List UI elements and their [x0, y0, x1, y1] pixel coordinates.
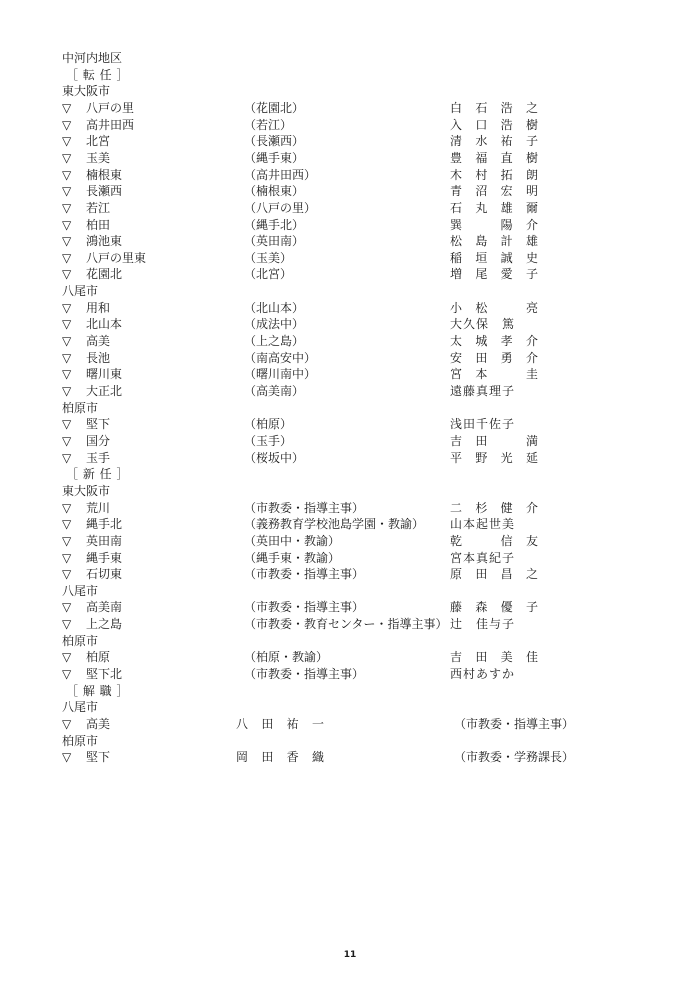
- personnel-row: [0, 250, 700, 267]
- school-name: 国分: [86, 433, 111, 448]
- triangle-marker: ▽: [62, 300, 72, 315]
- triangle-marker: ▽: [62, 250, 72, 265]
- previous-post: （市教委・指導主事）: [244, 667, 365, 682]
- school-name: 堅下: [86, 750, 111, 765]
- triangle-marker: ▽: [62, 367, 72, 382]
- school-name: 八戸の里: [86, 100, 135, 115]
- triangle-marker: ▽: [62, 184, 72, 199]
- school-name: 堅下北: [86, 667, 123, 682]
- person-name: 八 田 祐 一: [236, 717, 324, 731]
- previous-post: （長瀬西）: [244, 134, 305, 149]
- previous-post: （縄手北）: [244, 217, 305, 232]
- person-name: 小 松 亮: [450, 300, 538, 315]
- personnel-row: [0, 217, 700, 234]
- triangle-marker: ▽: [62, 600, 72, 615]
- triangle-marker: ▽: [62, 350, 72, 365]
- school-name: 用和: [86, 300, 111, 315]
- personnel-row: [0, 117, 700, 134]
- triangle-marker: ▽: [62, 517, 72, 532]
- personnel-row: [0, 566, 700, 583]
- page-number: 11: [343, 950, 357, 960]
- previous-post: （市教委・指導主事）: [244, 600, 365, 615]
- personnel-row: [0, 200, 700, 217]
- triangle-marker: ▽: [62, 167, 72, 182]
- personnel-row: [0, 450, 700, 467]
- school-name: 曙川東: [86, 367, 123, 382]
- personnel-row: [0, 516, 700, 533]
- school-name: 鴻池東: [86, 234, 123, 249]
- personnel-row: [0, 366, 700, 383]
- district-heading: [0, 733, 700, 750]
- triangle-marker: ▽: [62, 567, 72, 582]
- school-name: 高美: [86, 717, 111, 731]
- personnel-row: [0, 383, 700, 400]
- triangle-marker: ▽: [62, 134, 72, 149]
- previous-post: （英田中・教諭）: [244, 533, 341, 548]
- previous-post: （縄手東）: [244, 150, 305, 165]
- school-name: 高美: [86, 334, 111, 349]
- personnel-row: [0, 616, 700, 633]
- person-name: 宮 本 圭: [450, 367, 538, 382]
- school-name: 長池: [86, 350, 111, 365]
- triangle-marker: ▽: [62, 433, 72, 448]
- school-name: 大正北: [86, 384, 123, 398]
- person-name: 大久保 篤: [450, 317, 516, 332]
- previous-post: （玉手）: [244, 433, 293, 448]
- school-name: 縄手北: [86, 517, 123, 532]
- heading-text: 中河内地区: [62, 51, 123, 65]
- heading-text: 八尾市: [62, 284, 99, 299]
- triangle-marker: ▽: [62, 717, 72, 731]
- heading-text: 柏原市: [62, 733, 99, 748]
- person-name: 乾 信 友: [450, 533, 538, 548]
- person-name: 松 島 計 雄: [450, 234, 538, 249]
- personnel-row: [0, 100, 700, 117]
- person-name: 吉 田 満: [450, 433, 538, 448]
- school-name: 柏田: [86, 217, 111, 232]
- district-heading: [0, 699, 700, 716]
- previous-post: （八戸の里）: [244, 200, 317, 215]
- triangle-marker: ▽: [62, 150, 72, 165]
- section-label: ［ 新 任 ］: [66, 467, 129, 482]
- personnel-row: [0, 316, 700, 333]
- triangle-marker: ▽: [62, 650, 72, 665]
- person-name: 浅田千佐子: [450, 417, 516, 432]
- heading-text: 東大阪市: [62, 84, 111, 99]
- school-name: 高井田西: [86, 117, 135, 132]
- previous-post: （曙川南中）: [244, 367, 317, 382]
- triangle-marker: ▽: [62, 750, 72, 765]
- personnel-row: [0, 533, 700, 550]
- triangle-marker: ▽: [62, 200, 72, 215]
- previous-post: （楠根東）: [244, 184, 305, 199]
- district-heading: [0, 583, 700, 600]
- triangle-marker: ▽: [62, 667, 72, 682]
- personnel-row: [0, 350, 700, 367]
- person-name: 青 沼 宏 明: [450, 184, 538, 199]
- personnel-row: [0, 266, 700, 283]
- school-name: 長瀬西: [86, 184, 123, 199]
- school-name: 荒川: [86, 500, 111, 515]
- previous-post: （成法中）: [244, 317, 305, 332]
- previous-post: （若江）: [244, 117, 293, 132]
- previous-post: （南高安中）: [244, 350, 317, 365]
- heading-text: 八尾市: [62, 583, 99, 598]
- person-name: 石 丸 雄 爾: [450, 200, 538, 215]
- previous-post: （市教委・指導主事）: [454, 717, 575, 731]
- previous-post: （英田南）: [244, 234, 305, 249]
- school-name: 縄手東: [86, 550, 123, 565]
- school-name: 八戸の里東: [86, 250, 147, 265]
- previous-post: （玉美）: [244, 250, 293, 265]
- triangle-marker: ▽: [62, 450, 72, 465]
- previous-post: （縄手東・教諭）: [244, 550, 341, 565]
- triangle-marker: ▽: [62, 384, 72, 398]
- section-label: ［ 解 職 ］: [66, 683, 129, 698]
- school-name: 玉手: [86, 450, 111, 465]
- person-name: 豊 福 直 樹: [450, 150, 538, 165]
- personnel-row: [0, 300, 700, 317]
- resignation-row: [0, 749, 700, 766]
- previous-post: （柏原・教諭）: [244, 650, 329, 665]
- section-heading: [0, 67, 700, 84]
- person-name: 安 田 勇 介: [450, 350, 538, 365]
- previous-post: （柏原）: [244, 417, 293, 432]
- person-name: 山本起世美: [450, 517, 516, 532]
- resignation-row: [0, 716, 700, 733]
- previous-post: （市教委・指導主事）: [244, 500, 365, 515]
- section-heading: [0, 683, 700, 700]
- section-heading: [0, 466, 700, 483]
- previous-post: （北宮）: [244, 267, 293, 282]
- person-name: 平 野 光 延: [450, 450, 538, 465]
- personnel-row: [0, 599, 700, 616]
- heading-text: 東大阪市: [62, 483, 111, 498]
- triangle-marker: ▽: [62, 617, 72, 632]
- personnel-row: [0, 649, 700, 666]
- school-name: 柏原: [86, 650, 111, 665]
- personnel-row: [0, 433, 700, 450]
- triangle-marker: ▽: [62, 117, 72, 132]
- person-name: 辻 佳与子: [450, 617, 516, 632]
- school-name: 玉美: [86, 150, 111, 165]
- previous-post: （義務教育学校池島学園・教諭）: [244, 517, 425, 532]
- triangle-marker: ▽: [62, 500, 72, 515]
- triangle-marker: ▽: [62, 417, 72, 432]
- district-heading: [0, 483, 700, 500]
- person-name: 原 田 昌 之: [450, 567, 538, 582]
- person-name: 岡 田 香 織: [236, 750, 324, 765]
- triangle-marker: ▽: [62, 317, 72, 332]
- previous-post: （市教委・指導主事）: [244, 567, 365, 582]
- personnel-row: [0, 133, 700, 150]
- person-name: 木 村 拓 朗: [450, 167, 538, 182]
- person-name: 藤 森 優 子: [450, 600, 538, 615]
- personnel-row: [0, 150, 700, 167]
- personnel-row: [0, 550, 700, 567]
- previous-post: （市教委・学務課長）: [454, 750, 575, 765]
- triangle-marker: ▽: [62, 334, 72, 349]
- triangle-marker: ▽: [62, 217, 72, 232]
- person-name: 増 尾 愛 子: [450, 267, 538, 282]
- person-name: 太 城 孝 介: [450, 334, 538, 349]
- personnel-row: [0, 167, 700, 184]
- previous-post: （北山本）: [244, 300, 305, 315]
- personnel-row: [0, 666, 700, 683]
- district-heading: [0, 400, 700, 417]
- previous-post: （高井田西）: [244, 167, 317, 182]
- school-name: 若江: [86, 200, 111, 215]
- school-name: 北宮: [86, 134, 111, 149]
- person-name: 二 杉 健 介: [450, 500, 538, 515]
- person-name: 稲 垣 誠 史: [450, 250, 538, 265]
- triangle-marker: ▽: [62, 100, 72, 115]
- previous-post: （花園北）: [244, 100, 305, 115]
- person-name: 西村あすか: [450, 667, 516, 682]
- district-heading: [0, 50, 700, 67]
- school-name: 北山本: [86, 317, 123, 332]
- person-name: 遠藤真理子: [450, 384, 516, 398]
- person-name: 清 水 祐 子: [450, 134, 538, 149]
- personnel-row: [0, 416, 700, 433]
- triangle-marker: ▽: [62, 234, 72, 249]
- section-label: ［ 転 任 ］: [66, 67, 129, 82]
- triangle-marker: ▽: [62, 550, 72, 565]
- previous-post: （桜坂中）: [244, 450, 305, 465]
- school-name: 高美南: [86, 600, 123, 615]
- school-name: 花園北: [86, 267, 123, 282]
- personnel-row: [0, 333, 700, 350]
- person-name: 宮本真紀子: [450, 550, 516, 565]
- heading-text: 柏原市: [62, 633, 99, 648]
- school-name: 楠根東: [86, 167, 123, 182]
- personnel-row: [0, 500, 700, 517]
- personnel-row: [0, 233, 700, 250]
- person-name: 白 石 浩 之: [450, 100, 538, 115]
- triangle-marker: ▽: [62, 267, 72, 282]
- heading-text: 柏原市: [62, 400, 99, 415]
- previous-post: （上之島）: [244, 334, 305, 349]
- triangle-marker: ▽: [62, 533, 72, 548]
- heading-text: 八尾市: [62, 700, 99, 715]
- previous-post: （市教委・教育センター・指導主事）: [244, 617, 448, 632]
- person-name: 入 口 浩 樹: [450, 117, 538, 132]
- person-name: 吉 田 美 佳: [450, 650, 538, 665]
- district-heading: [0, 83, 700, 100]
- previous-post: （高美南）: [244, 384, 305, 398]
- school-name: 英田南: [86, 533, 123, 548]
- school-name: 上之島: [86, 617, 123, 632]
- person-name: 巽 陽 介: [450, 217, 538, 232]
- personnel-row: [0, 183, 700, 200]
- district-heading: [0, 283, 700, 300]
- school-name: 堅下: [86, 417, 111, 432]
- school-name: 石切東: [86, 567, 123, 582]
- district-heading: [0, 633, 700, 650]
